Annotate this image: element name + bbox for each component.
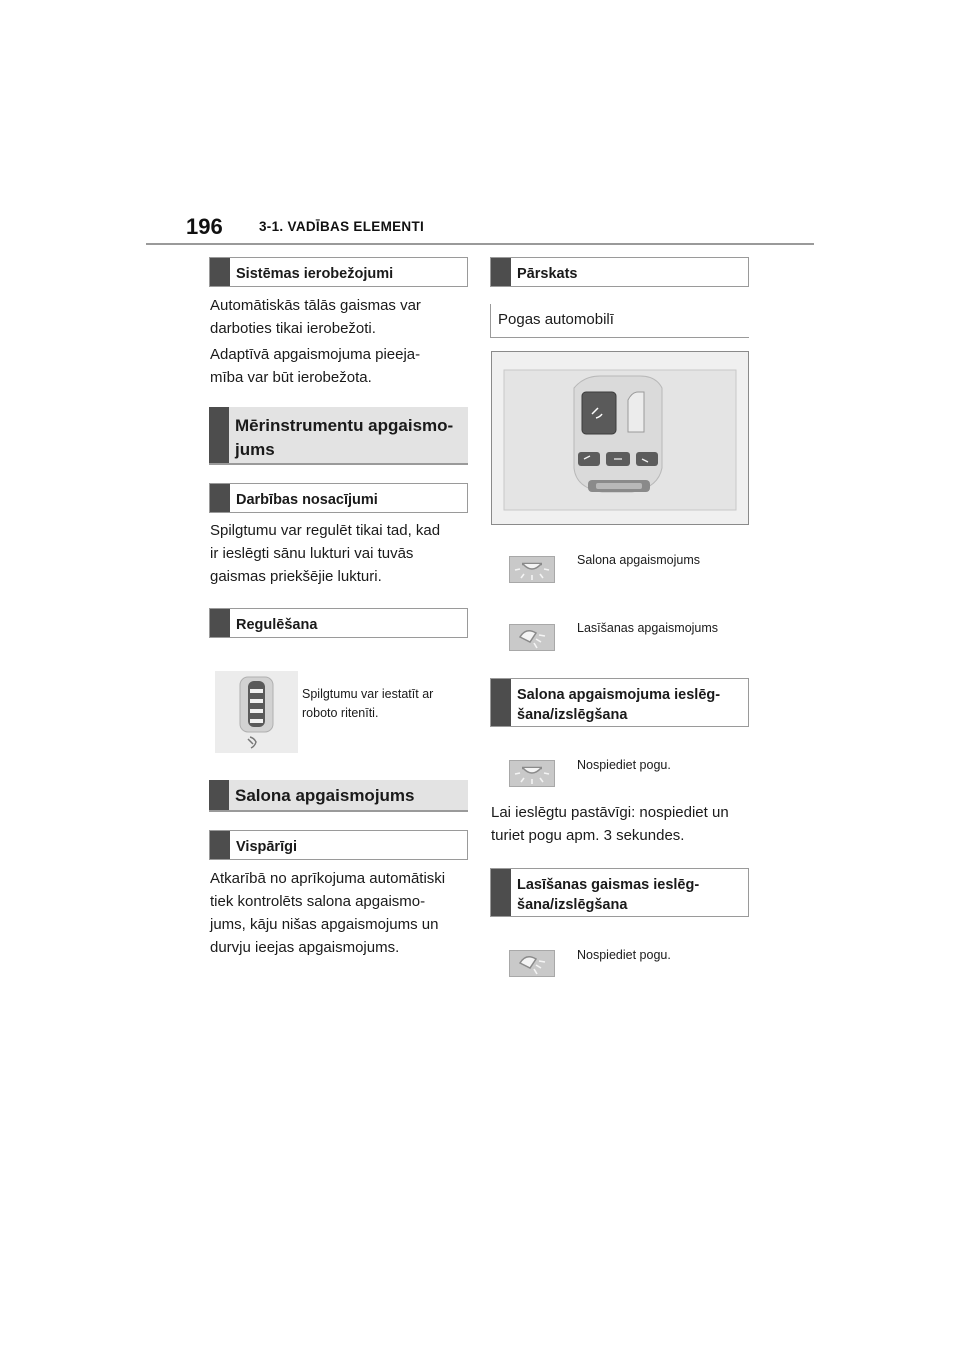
text-line: gaismas priekšējie lukturi. — [210, 568, 382, 585]
box-label: Regulēšana — [236, 617, 318, 633]
paragraph-permanent-on — [491, 801, 756, 847]
text-line: tiek kontrolēts salona apgaismo- — [210, 893, 426, 910]
text-line: durvju ieejas apgaismojums. — [210, 939, 400, 956]
box-label: Vispārīgi — [236, 839, 297, 855]
box-vispargi — [209, 830, 468, 860]
section-title: Salona apgaismojums — [235, 786, 415, 805]
page-number: 196 — [186, 214, 223, 239]
section-instrument-lighting — [209, 407, 468, 465]
text-line: Spilgtumu var iestatīt ar — [302, 687, 434, 701]
text-line: mība var būt ierobežota. — [210, 369, 372, 386]
reading-light-button-symbol — [509, 624, 555, 651]
header-divider — [146, 243, 814, 245]
text-line: Atkarībā no aprīkojuma automātiski — [210, 870, 446, 887]
box-regulesana — [209, 608, 468, 638]
reading-light-button-symbol — [509, 950, 555, 977]
text-line: darboties tikai ierobežoti. — [210, 320, 376, 337]
box-label — [517, 875, 742, 915]
box-salona-ieslegsana — [490, 678, 749, 727]
box-label-line: šana/izslēgšana — [517, 897, 628, 913]
thumbwheel-photo — [215, 671, 298, 753]
paragraph-adaptive-lighting — [210, 343, 470, 389]
box-lasisanas-ieslegsana — [490, 868, 749, 917]
box-label-line: Lasīšanas gaismas ieslēg- — [517, 877, 700, 893]
box-label: Sistēmas ierobežojumi — [236, 266, 394, 282]
subheading-left-rule — [490, 304, 491, 338]
box-label: Pārskats — [517, 266, 578, 282]
text-line: ir ieslēgti sānu lukturi vai tuvās — [210, 545, 414, 562]
text-line: Spilgtumu var regulēt tikai tad, kad — [210, 522, 441, 539]
reading-light-icon — [510, 625, 554, 650]
paragraph-automatic-control — [210, 867, 472, 959]
box-marker — [491, 869, 511, 916]
overhead-console-icon — [492, 352, 748, 524]
chapter-title: 3-1. VADĪBAS ELEMENTI — [259, 219, 425, 234]
paragraph-brightness-conditions — [210, 519, 472, 588]
box-marker — [210, 258, 230, 286]
reading-light-icon — [510, 951, 554, 976]
box-marker — [210, 484, 230, 512]
box-label-line: šana/izslēgšana — [517, 707, 628, 723]
section-title-line: Mērinstrumentu apgaismo- — [235, 416, 454, 435]
text-line: Lai ieslēgtu pastāvīgi: nospiediet un — [491, 804, 729, 821]
box-sistemas-ierobezojumi — [209, 257, 468, 287]
overhead-console-photo — [491, 351, 749, 525]
section-title-line: jums — [235, 440, 275, 459]
box-marker — [210, 831, 230, 859]
box-parskats — [490, 257, 749, 287]
section-marker — [209, 780, 229, 810]
legend-label-dome: Salona apgaismojums — [577, 553, 700, 567]
section-title — [235, 414, 462, 462]
text-line: jums, kāju nišas apgaismojums un — [210, 916, 439, 933]
dome-light-icon — [510, 557, 554, 582]
instruction-press-button: Nospiediet pogu. — [577, 948, 671, 962]
box-marker — [210, 609, 230, 637]
thumbwheel-icon — [215, 671, 298, 753]
box-label — [517, 685, 742, 725]
instruction-press-button: Nospiediet pogu. — [577, 758, 671, 772]
subheading-bottom-rule — [490, 337, 749, 338]
box-darbibas-nosacijumi — [209, 483, 468, 513]
box-label-line: Salona apgaismojuma ieslēg- — [517, 687, 721, 703]
box-marker — [491, 258, 511, 286]
text-line: Automātiskās tālās gaismas var — [210, 297, 421, 314]
dome-light-button-symbol — [509, 760, 555, 787]
text-line: roboto ritenīti. — [302, 706, 379, 720]
text-line: turiet pogu apm. 3 sekundes. — [491, 827, 685, 844]
dome-light-icon — [510, 761, 554, 786]
dome-light-button-symbol — [509, 556, 555, 583]
section-interior-lighting — [209, 780, 468, 812]
box-marker — [491, 679, 511, 726]
box-label: Darbības nosacījumi — [236, 492, 378, 508]
subheading-buttons-in-car: Pogas automobilī — [498, 311, 614, 328]
text-line: Adaptīvā apgaismojuma pieeja- — [210, 346, 421, 363]
legend-label-reading: Lasīšanas apgaismojums — [577, 621, 719, 635]
thumbwheel-caption — [302, 685, 472, 723]
paragraph-automatic-high-beam — [210, 294, 470, 340]
section-marker — [209, 407, 229, 463]
